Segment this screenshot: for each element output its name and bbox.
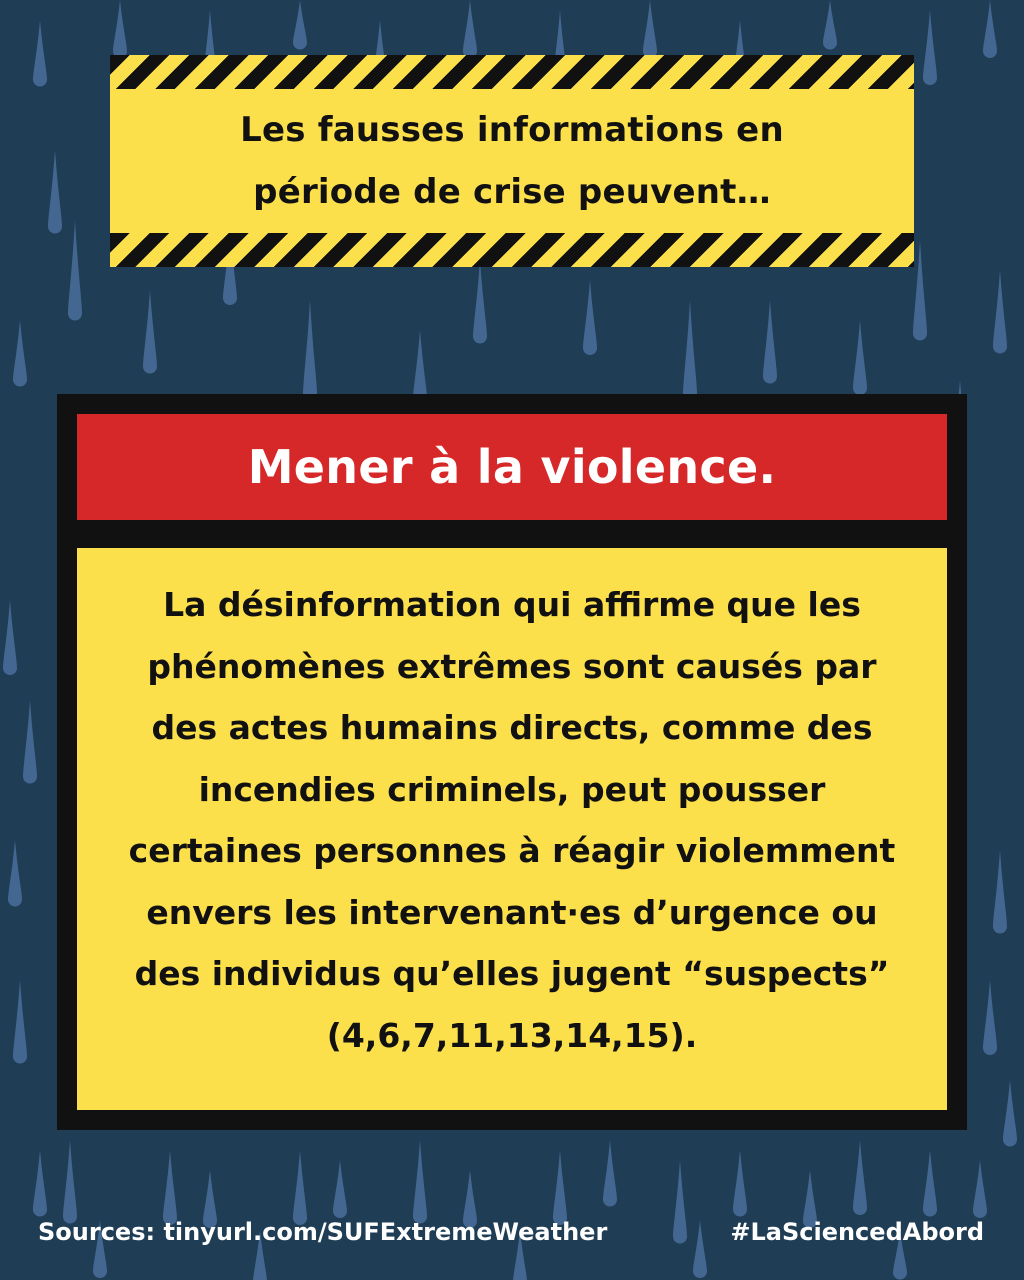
raindrop-icon xyxy=(33,1150,47,1217)
raindrop-icon xyxy=(68,220,82,321)
raindrop-icon xyxy=(673,1160,687,1244)
card-body xyxy=(77,548,947,1110)
sources-link: Sources: tinyurl.com/SUFExtremeWeather xyxy=(38,1218,608,1246)
raindrop-icon xyxy=(993,850,1007,934)
raindrop-icon xyxy=(1003,1080,1017,1147)
raindrop-icon xyxy=(603,1140,617,1207)
raindrop-icon xyxy=(733,1150,747,1217)
raindrop-icon xyxy=(33,20,47,87)
raindrop-icon xyxy=(13,980,27,1064)
raindrop-icon xyxy=(993,270,1007,354)
raindrop-icon xyxy=(8,840,22,907)
raindrop-icon xyxy=(113,0,127,58)
raindrop-icon xyxy=(293,0,307,50)
raindrop-icon xyxy=(303,300,317,401)
raindrop-icon xyxy=(63,1140,77,1224)
raindrop-icon xyxy=(683,300,697,401)
raindrop-icon xyxy=(13,320,27,387)
raindrop-icon xyxy=(583,280,597,355)
raindrop-icon xyxy=(853,1140,867,1215)
raindrop-icon xyxy=(983,0,997,58)
banner-title: Les fausses informations en période de crise peuvent… xyxy=(240,110,784,212)
raindrop-icon xyxy=(913,240,927,341)
hazard-stripe-top xyxy=(110,55,914,89)
raindrop-icon xyxy=(973,1160,987,1218)
raindrop-icon xyxy=(333,1160,347,1218)
raindrop-icon xyxy=(983,980,997,1055)
card-header xyxy=(77,414,947,520)
raindrop-icon xyxy=(48,150,62,234)
raindrop-icon xyxy=(473,260,487,344)
raindrop-icon xyxy=(923,1150,937,1217)
raindrop-icon xyxy=(413,1140,427,1224)
card-heading: Mener à la violence. xyxy=(247,440,777,494)
raindrop-icon xyxy=(763,300,777,384)
card-body-text: La désinformation qui affirme que les phénomènes extrêmes sont causés par des actes humains directs, comme des incendies criminels, peut pousser certaines personnes à réagir violemment envers les intervenant·es d’urgence ou des individus qu’elles jugent “suspects” (4,6,7,11,13,14,15). xyxy=(128,585,896,1055)
raindrop-icon xyxy=(463,0,477,58)
hashtag: #LaSciencedAbord xyxy=(730,1218,984,1246)
raindrop-icon xyxy=(23,700,37,784)
raindrop-icon xyxy=(643,0,657,58)
raindrop-icon xyxy=(823,0,837,50)
raindrop-icon xyxy=(143,290,157,374)
banner-panel xyxy=(110,89,914,233)
raindrop-icon xyxy=(3,600,17,675)
raindrop-icon xyxy=(693,1220,707,1278)
info-card xyxy=(57,394,967,1130)
raindrop-icon xyxy=(853,320,867,395)
hazard-stripe-bottom xyxy=(110,233,914,267)
warning-banner xyxy=(110,55,914,267)
raindrop-icon xyxy=(923,10,937,85)
